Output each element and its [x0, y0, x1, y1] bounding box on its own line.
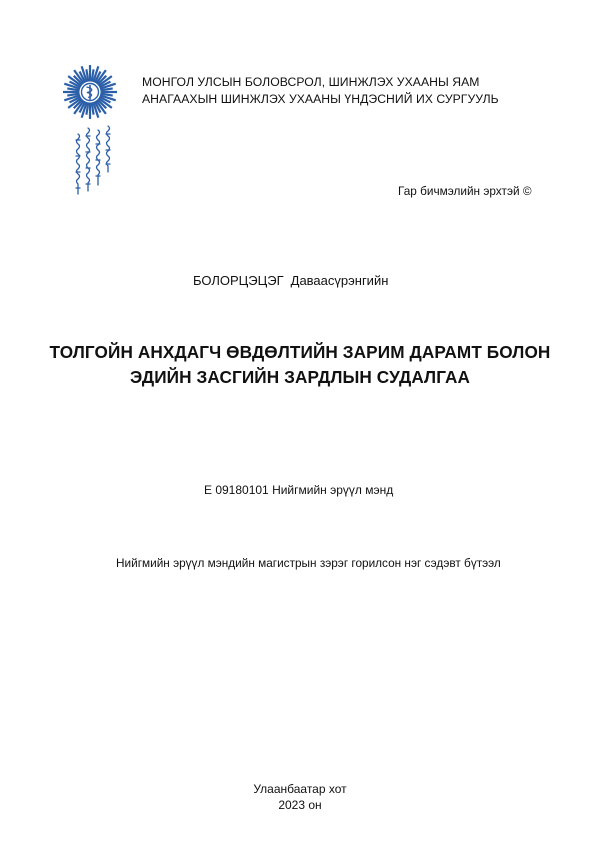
degree-statement: Нийгмийн эрүүл мэндийн магистрын зэрэг горилсон нэг сэдэвт бүтээл: [116, 556, 501, 570]
specialty-code: Е 09180101 Нийгмийн эрүүл мэнд: [204, 483, 394, 497]
author-name: [193, 273, 388, 288]
place-and-year: [200, 781, 400, 813]
thesis-title-line-1: ТОЛГОЙН АНХДАГЧ ӨВДӨЛТИЙН ЗАРИМ ДАРАМТ БОЛОН: [49, 342, 551, 362]
thesis-title: [40, 340, 560, 390]
author-given-name: БОЛОРЦЭЦЭГ: [193, 273, 284, 288]
city: Улаанбаатар хот: [253, 782, 347, 796]
author-family-name: Даваасүрэнгийн: [290, 273, 389, 288]
thesis-title-line-2: ЭДИЙН ЗАСГИЙН ЗАРДЛЫН СУДАЛГАА: [129, 367, 471, 387]
institution-header: [142, 74, 562, 108]
vertical-script-icon: [76, 126, 110, 194]
university-name: АНАГААХЫН ШИНЖЛЭХ УХААНЫ ҮНДЭСНИЙ ИХ СУРГУУЛЬ: [142, 92, 499, 106]
year: 2023 он: [278, 798, 322, 812]
copyright-notice: Гар бичмэлийн эрхтэй ©: [398, 184, 532, 198]
university-emblem-icon: [58, 64, 128, 214]
ministry-name: МОНГОЛ УЛСЫН БОЛОВСРОЛ, ШИНЖЛЭХ УХААНЫ ЯАМ: [142, 75, 480, 89]
